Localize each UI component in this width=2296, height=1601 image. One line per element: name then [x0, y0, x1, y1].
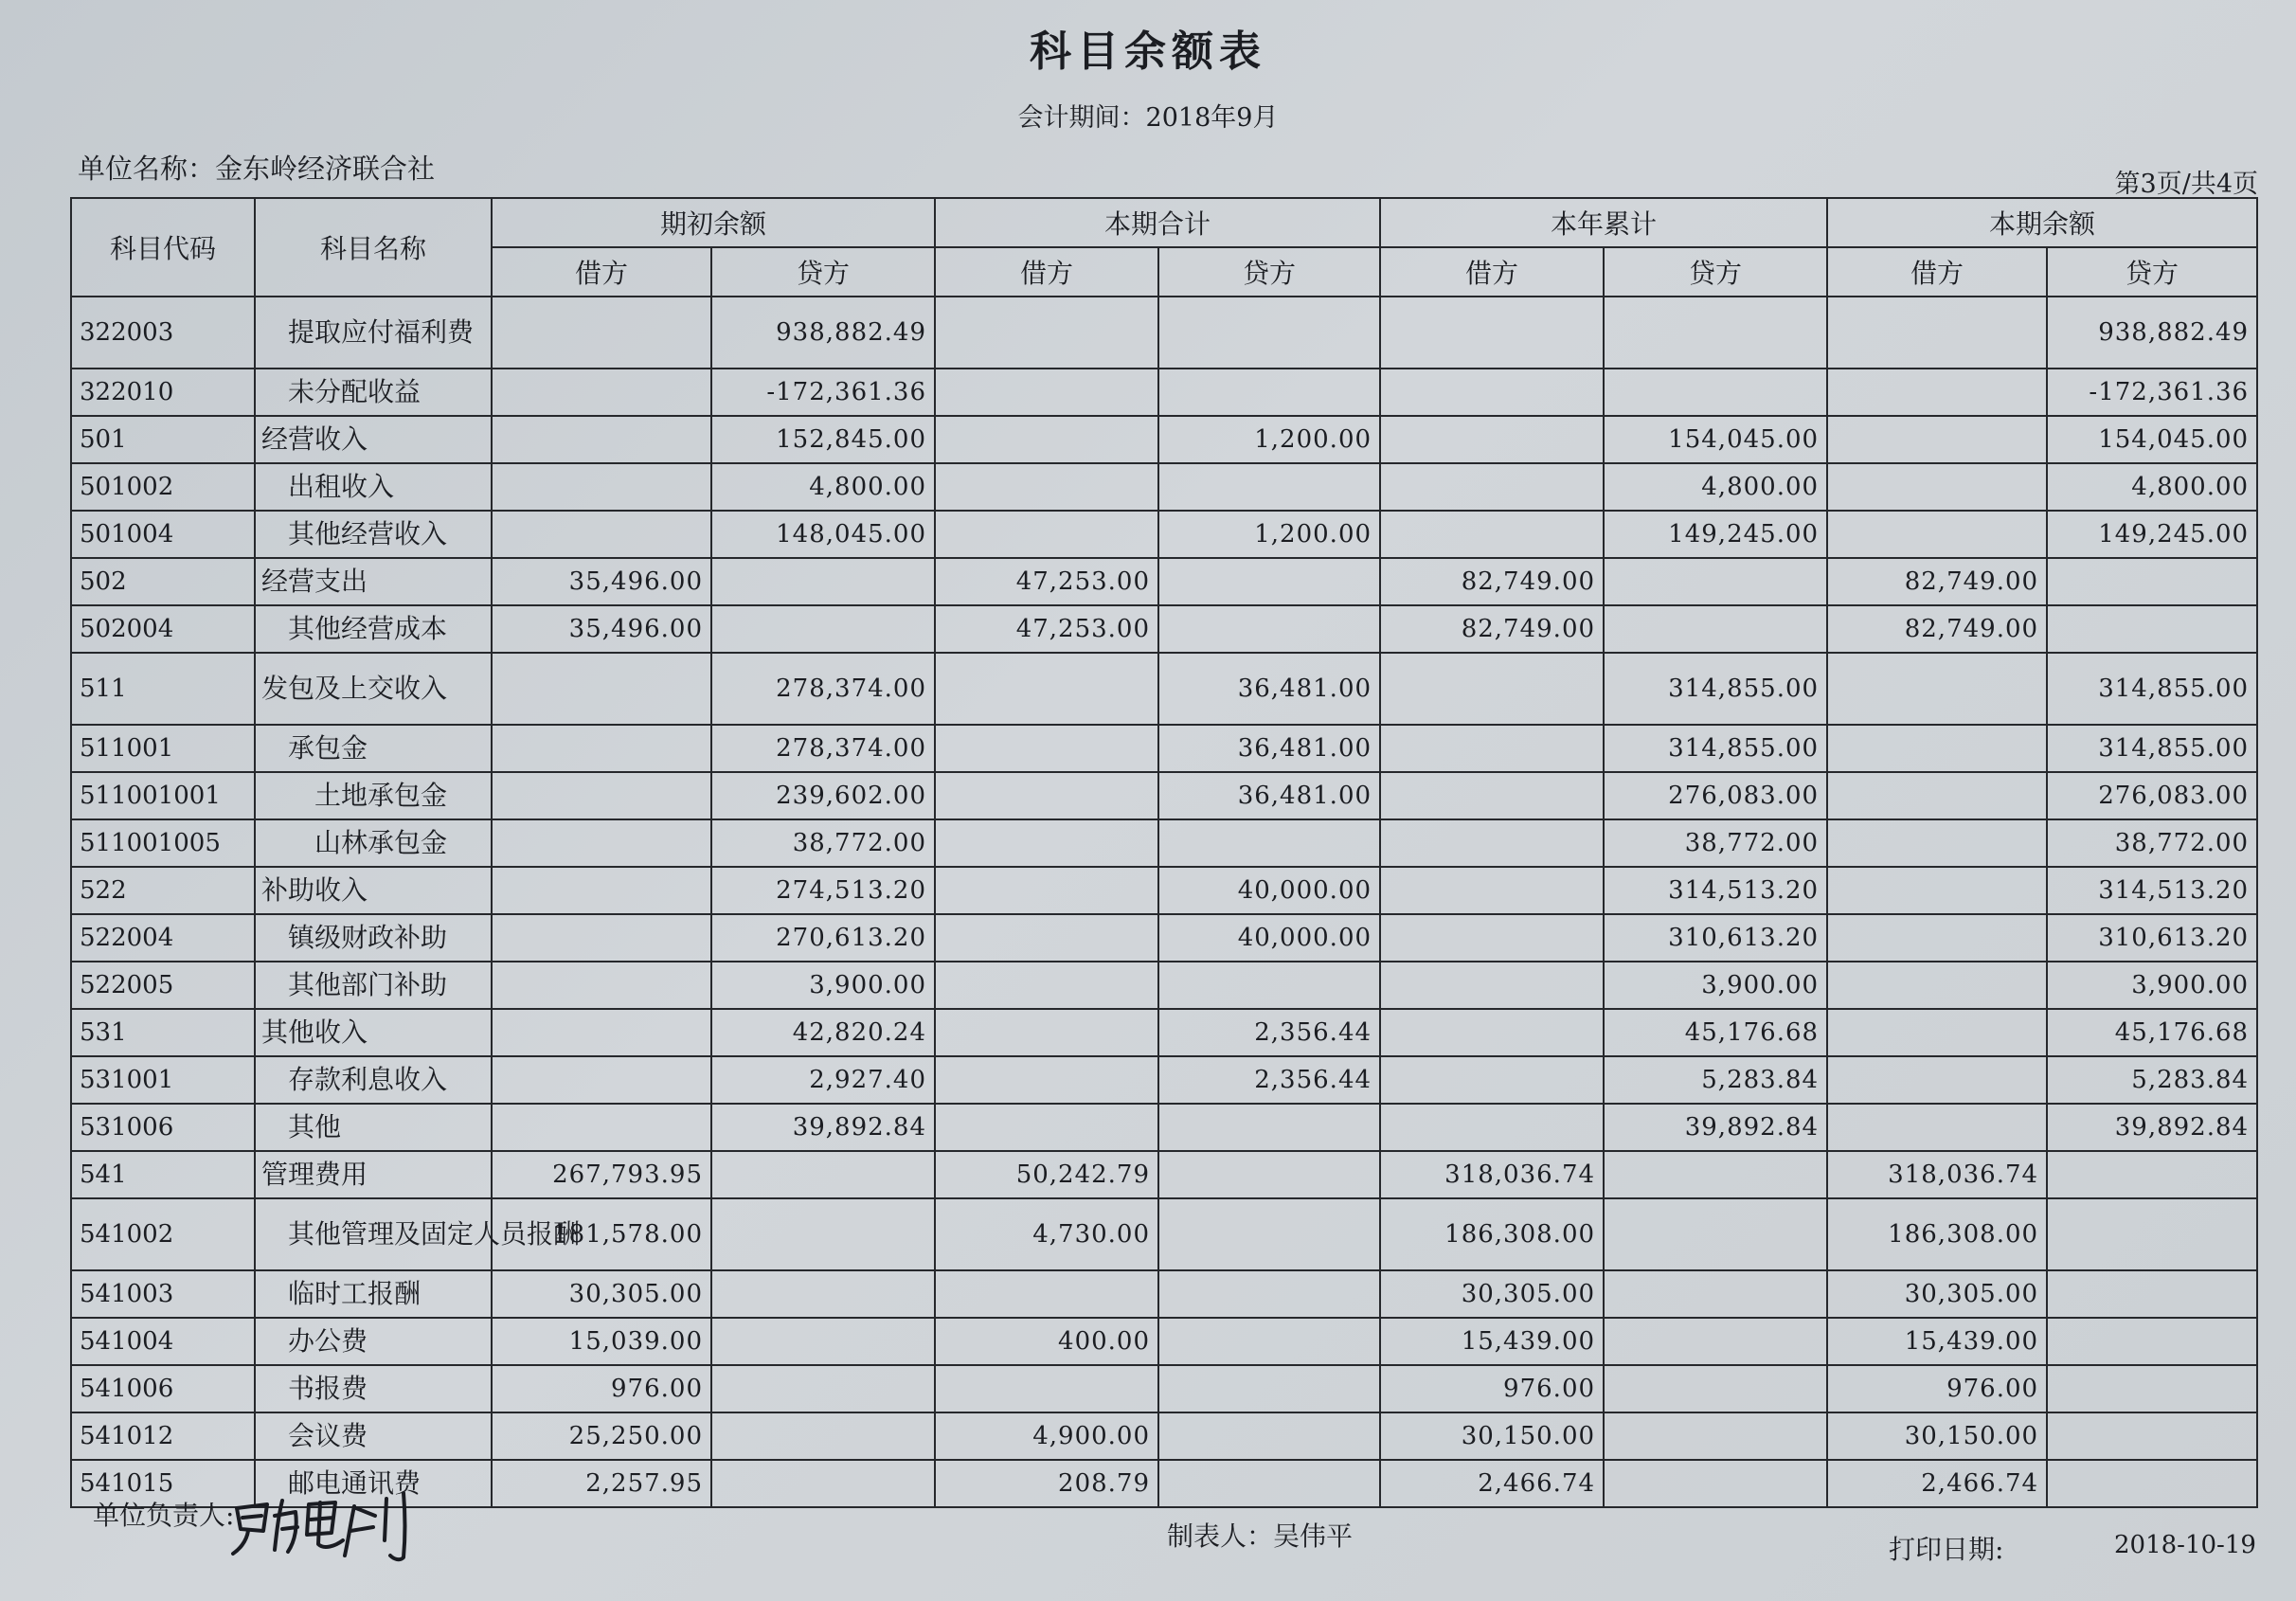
- current-credit-cell: [1158, 1270, 1380, 1318]
- current-debit-cell: [935, 1365, 1158, 1412]
- print-date-label: 打印日期:: [1889, 1534, 2004, 1565]
- opening-credit-cell: 278,374.00: [711, 725, 935, 772]
- table-row: [71, 867, 2257, 914]
- current-debit-cell: 50,242.79: [935, 1151, 1158, 1198]
- account-code-cell: 522004: [71, 914, 255, 962]
- col-code-header: 科目代码: [71, 198, 255, 297]
- closing-debit-cell: 82,749.00: [1827, 558, 2047, 605]
- opening-credit-cell: 274,513.20: [711, 867, 935, 914]
- ytd-credit-cell: 314,855.00: [1604, 653, 1827, 725]
- ytd-debit-cell: 82,749.00: [1380, 558, 1604, 605]
- opening-credit-cell: [711, 1270, 935, 1318]
- table-row: [71, 1104, 2257, 1151]
- account-code-cell: 531001: [71, 1056, 255, 1104]
- current-credit-cell: [1158, 1198, 1380, 1270]
- account-code-cell: 541006: [71, 1365, 255, 1412]
- current-debit-cell: [935, 1104, 1158, 1151]
- ytd-credit-cell: [1604, 1460, 1827, 1507]
- current-credit-cell: [1158, 1365, 1380, 1412]
- closing-debit-cell: [1827, 511, 2047, 558]
- account-name-cell: 管理费用: [255, 1151, 492, 1198]
- table-row: [71, 1009, 2257, 1056]
- account-code-cell: 511: [71, 653, 255, 725]
- print-date-value: 2018-10-19: [2114, 1531, 2256, 1559]
- closing-credit-cell: [2047, 1460, 2257, 1507]
- opening-credit-cell: [711, 1318, 935, 1365]
- ytd-credit-cell: [1604, 1318, 1827, 1365]
- opening-credit-cell: 38,772.00: [711, 819, 935, 867]
- closing-credit-cell: 154,045.00: [2047, 416, 2257, 463]
- closing-credit-cell: 314,855.00: [2047, 725, 2257, 772]
- current-debit-cell: [935, 416, 1158, 463]
- current-debit-cell: 400.00: [935, 1318, 1158, 1365]
- current-debit-cell: [935, 819, 1158, 867]
- current-debit-cell: 4,900.00: [935, 1412, 1158, 1460]
- closing-credit-cell: 149,245.00: [2047, 511, 2257, 558]
- account-code-cell: 522: [71, 867, 255, 914]
- account-name-cell: 经营支出: [255, 558, 492, 605]
- ytd-debit-cell: [1380, 1056, 1604, 1104]
- col-name-header: 科目名称: [255, 198, 492, 297]
- closing-credit-cell: 314,513.20: [2047, 867, 2257, 914]
- opening-debit-cell: [492, 511, 711, 558]
- table-row: [71, 463, 2257, 511]
- closing-credit-cell: 314,855.00: [2047, 653, 2257, 725]
- account-name-cell: 其他经营收入: [255, 511, 492, 558]
- current-debit-cell: [935, 725, 1158, 772]
- account-code-cell: 502: [71, 558, 255, 605]
- closing-debit-cell: 30,150.00: [1827, 1412, 2047, 1460]
- ytd-credit-cell: 39,892.84: [1604, 1104, 1827, 1151]
- ytd-credit-cell: 314,855.00: [1604, 725, 1827, 772]
- closing-credit-cell: [2047, 1151, 2257, 1198]
- account-code-cell: 541002: [71, 1198, 255, 1270]
- account-name-cell: 提取应付福利费: [255, 297, 492, 369]
- opening-credit-cell: 42,820.24: [711, 1009, 935, 1056]
- opening-credit-cell: [711, 1198, 935, 1270]
- table-row: [71, 297, 2257, 369]
- ytd-credit-cell: 154,045.00: [1604, 416, 1827, 463]
- ytd-debit-cell: [1380, 914, 1604, 962]
- table-row: [71, 1056, 2257, 1104]
- ytd-credit-cell: [1604, 1270, 1827, 1318]
- current-credit-cell: [1158, 1104, 1380, 1151]
- current-credit-cell: [1158, 819, 1380, 867]
- account-name-cell: 会议费: [255, 1412, 492, 1460]
- table-row: [71, 1198, 2257, 1270]
- closing-debit-header: 借方: [1827, 247, 2047, 297]
- current-debit-cell: [935, 962, 1158, 1009]
- account-code-cell: 541: [71, 1151, 255, 1198]
- opening-credit-cell: 152,845.00: [711, 416, 935, 463]
- account-code-cell: 501002: [71, 463, 255, 511]
- closing-debit-cell: [1827, 1009, 2047, 1056]
- opening-debit-cell: 35,496.00: [492, 605, 711, 653]
- ytd-debit-cell: 318,036.74: [1380, 1151, 1604, 1198]
- current-debit-cell: [935, 914, 1158, 962]
- account-code-cell: 511001005: [71, 819, 255, 867]
- closing-debit-cell: 976.00: [1827, 1365, 2047, 1412]
- opening-credit-cell: [711, 1412, 935, 1460]
- closing-credit-cell: -172,361.36: [2047, 369, 2257, 416]
- current-debit-cell: [935, 1009, 1158, 1056]
- table-row: [71, 369, 2257, 416]
- account-name-cell: 土地承包金: [255, 772, 492, 819]
- opening-debit-cell: [492, 1104, 711, 1151]
- closing-debit-cell: 2,466.74: [1827, 1460, 2047, 1507]
- current-credit-cell: [1158, 1460, 1380, 1507]
- table-row: [71, 1318, 2257, 1365]
- account-name-cell: 存款利息收入: [255, 1056, 492, 1104]
- ytd-debit-cell: 15,439.00: [1380, 1318, 1604, 1365]
- account-code-cell: 522005: [71, 962, 255, 1009]
- account-code-cell: 531006: [71, 1104, 255, 1151]
- opening-debit-cell: [492, 653, 711, 725]
- current-credit-cell: [1158, 1412, 1380, 1460]
- closing-debit-cell: 318,036.74: [1827, 1151, 2047, 1198]
- account-code-cell: 541015: [71, 1460, 255, 1507]
- table-row: [71, 819, 2257, 867]
- table-row: [71, 914, 2257, 962]
- ytd-credit-cell: 4,800.00: [1604, 463, 1827, 511]
- opening-credit-cell: 148,045.00: [711, 511, 935, 558]
- ytd-credit-header: 贷方: [1604, 247, 1827, 297]
- ytd-debit-cell: 82,749.00: [1380, 605, 1604, 653]
- ytd-debit-cell: [1380, 772, 1604, 819]
- ytd-credit-cell: [1604, 605, 1827, 653]
- current-credit-cell: 1,200.00: [1158, 511, 1380, 558]
- current-debit-cell: [935, 369, 1158, 416]
- opening-debit-cell: 976.00: [492, 1365, 711, 1412]
- opening-credit-cell: 4,800.00: [711, 463, 935, 511]
- opening-debit-cell: [492, 297, 711, 369]
- ytd-debit-cell: [1380, 416, 1604, 463]
- closing-credit-cell: 938,882.49: [2047, 297, 2257, 369]
- current-credit-cell: 1,200.00: [1158, 416, 1380, 463]
- col-ytd-header: 本年累计: [1380, 198, 1827, 247]
- closing-debit-cell: [1827, 1104, 2047, 1151]
- opening-credit-cell: [711, 1151, 935, 1198]
- ytd-credit-cell: [1604, 1198, 1827, 1270]
- ytd-credit-cell: [1604, 1365, 1827, 1412]
- account-name-cell: 发包及上交收入: [255, 653, 492, 725]
- closing-credit-cell: [2047, 1412, 2257, 1460]
- account-name-cell: 出租收入: [255, 463, 492, 511]
- opening-credit-cell: [711, 1365, 935, 1412]
- closing-debit-cell: [1827, 1056, 2047, 1104]
- opening-debit-cell: [492, 772, 711, 819]
- opening-debit-cell: [492, 725, 711, 772]
- closing-debit-cell: [1827, 297, 2047, 369]
- ytd-debit-cell: [1380, 1104, 1604, 1151]
- ytd-debit-cell: [1380, 369, 1604, 416]
- table-row: [71, 962, 2257, 1009]
- ytd-debit-cell: 30,305.00: [1380, 1270, 1604, 1318]
- opening-debit-cell: 181,578.00: [492, 1198, 711, 1270]
- closing-debit-cell: [1827, 867, 2047, 914]
- ytd-credit-cell: 314,513.20: [1604, 867, 1827, 914]
- closing-debit-cell: 186,308.00: [1827, 1198, 2047, 1270]
- opening-debit-cell: [492, 867, 711, 914]
- current-credit-cell: [1158, 1151, 1380, 1198]
- ytd-credit-cell: 38,772.00: [1604, 819, 1827, 867]
- opening-credit-cell: [711, 605, 935, 653]
- opening-credit-cell: 278,374.00: [711, 653, 935, 725]
- account-name-cell: 补助收入: [255, 867, 492, 914]
- closing-credit-cell: 39,892.84: [2047, 1104, 2257, 1151]
- closing-debit-cell: [1827, 772, 2047, 819]
- account-name-cell: 未分配收益: [255, 369, 492, 416]
- current-debit-cell: [935, 297, 1158, 369]
- current-debit-cell: [935, 867, 1158, 914]
- ytd-debit-header: 借方: [1380, 247, 1604, 297]
- closing-credit-cell: 4,800.00: [2047, 463, 2257, 511]
- current-credit-cell: 2,356.44: [1158, 1009, 1380, 1056]
- opening-credit-header: 贷方: [711, 247, 935, 297]
- account-name-cell: 其他: [255, 1104, 492, 1151]
- unit-name: 单位名称：金东岭经济联合社: [78, 153, 436, 185]
- opening-debit-cell: [492, 463, 711, 511]
- table-row: [71, 1412, 2257, 1460]
- ytd-debit-cell: [1380, 463, 1604, 511]
- closing-credit-cell: 276,083.00: [2047, 772, 2257, 819]
- closing-debit-cell: [1827, 819, 2047, 867]
- current-credit-cell: [1158, 558, 1380, 605]
- ytd-credit-cell: [1604, 369, 1827, 416]
- page-number: 第3页/共4页: [2114, 170, 2258, 199]
- current-credit-header: 贷方: [1158, 247, 1380, 297]
- closing-credit-cell: 5,283.84: [2047, 1056, 2257, 1104]
- current-debit-cell: 208.79: [935, 1460, 1158, 1507]
- current-credit-cell: [1158, 369, 1380, 416]
- account-code-cell: 322003: [71, 297, 255, 369]
- ytd-credit-cell: 45,176.68: [1604, 1009, 1827, 1056]
- ytd-debit-cell: [1380, 725, 1604, 772]
- account-code-cell: 531: [71, 1009, 255, 1056]
- account-code-cell: 501004: [71, 511, 255, 558]
- closing-debit-cell: [1827, 463, 2047, 511]
- ytd-debit-cell: 186,308.00: [1380, 1198, 1604, 1270]
- account-name-cell: 邮电通讯费: [255, 1460, 492, 1507]
- closing-debit-cell: [1827, 369, 2047, 416]
- opening-credit-cell: 39,892.84: [711, 1104, 935, 1151]
- ytd-debit-cell: 976.00: [1380, 1365, 1604, 1412]
- account-name-cell: 经营收入: [255, 416, 492, 463]
- account-name-cell: 镇级财政补助: [255, 914, 492, 962]
- account-code-cell: 541012: [71, 1412, 255, 1460]
- account-code-cell: 511001: [71, 725, 255, 772]
- closing-credit-cell: 310,613.20: [2047, 914, 2257, 962]
- current-credit-cell: 40,000.00: [1158, 914, 1380, 962]
- closing-credit-header: 贷方: [2047, 247, 2257, 297]
- account-name-cell: 其他经营成本: [255, 605, 492, 653]
- opening-credit-cell: 270,613.20: [711, 914, 935, 962]
- table-row: [71, 416, 2257, 463]
- opening-debit-cell: 15,039.00: [492, 1318, 711, 1365]
- prepared-by: 制表人：吴伟平: [1167, 1520, 1354, 1552]
- opening-debit-header: 借方: [492, 247, 711, 297]
- account-name-cell: 临时工报酬: [255, 1270, 492, 1318]
- opening-credit-cell: [711, 558, 935, 605]
- account-name-cell: 承包金: [255, 725, 492, 772]
- ytd-credit-cell: 310,613.20: [1604, 914, 1827, 962]
- ytd-debit-cell: [1380, 819, 1604, 867]
- opening-debit-cell: [492, 962, 711, 1009]
- opening-debit-cell: [492, 914, 711, 962]
- ytd-debit-cell: [1380, 653, 1604, 725]
- opening-debit-cell: [492, 1056, 711, 1104]
- table-header: [71, 198, 2257, 297]
- opening-debit-cell: [492, 416, 711, 463]
- current-debit-cell: 47,253.00: [935, 558, 1158, 605]
- ytd-debit-cell: [1380, 1009, 1604, 1056]
- current-debit-cell: [935, 463, 1158, 511]
- closing-debit-cell: [1827, 725, 2047, 772]
- table-row: [71, 725, 2257, 772]
- closing-debit-cell: 30,305.00: [1827, 1270, 2047, 1318]
- closing-debit-cell: 15,439.00: [1827, 1318, 2047, 1365]
- current-credit-cell: [1158, 605, 1380, 653]
- current-debit-cell: 47,253.00: [935, 605, 1158, 653]
- table-row: [71, 653, 2257, 725]
- current-credit-cell: 2,356.44: [1158, 1056, 1380, 1104]
- closing-credit-cell: [2047, 1270, 2257, 1318]
- ytd-debit-cell: [1380, 867, 1604, 914]
- table-row: [71, 558, 2257, 605]
- opening-debit-cell: 2,257.95: [492, 1460, 711, 1507]
- ytd-credit-cell: [1604, 1151, 1827, 1198]
- closing-credit-cell: 3,900.00: [2047, 962, 2257, 1009]
- account-name-cell: 山林承包金: [255, 819, 492, 867]
- unit-head-label: 单位负责人:: [93, 1500, 235, 1531]
- account-name-cell: 其他部门补助: [255, 962, 492, 1009]
- opening-credit-cell: 239,602.00: [711, 772, 935, 819]
- closing-credit-cell: [2047, 1365, 2257, 1412]
- account-code-cell: 322010: [71, 369, 255, 416]
- current-debit-cell: 4,730.00: [935, 1198, 1158, 1270]
- page-title: 科目余额表: [1030, 27, 1266, 76]
- closing-credit-cell: [2047, 558, 2257, 605]
- current-credit-cell: 40,000.00: [1158, 867, 1380, 914]
- closing-debit-cell: [1827, 962, 2047, 1009]
- table-row: [71, 605, 2257, 653]
- balance-table: [70, 197, 2258, 1508]
- opening-credit-cell: [711, 1460, 935, 1507]
- current-credit-cell: 36,481.00: [1158, 653, 1380, 725]
- accounting-period: 会计期间：2018年9月: [1017, 103, 1279, 133]
- opening-debit-cell: 25,250.00: [492, 1412, 711, 1460]
- col-current-header: 本期合计: [935, 198, 1380, 247]
- account-code-cell: 511001001: [71, 772, 255, 819]
- closing-debit-cell: [1827, 653, 2047, 725]
- ytd-credit-cell: [1604, 297, 1827, 369]
- closing-credit-cell: 45,176.68: [2047, 1009, 2257, 1056]
- current-credit-cell: [1158, 962, 1380, 1009]
- opening-debit-cell: [492, 819, 711, 867]
- closing-credit-cell: 38,772.00: [2047, 819, 2257, 867]
- opening-credit-cell: 938,882.49: [711, 297, 935, 369]
- ytd-debit-cell: [1380, 297, 1604, 369]
- opening-debit-cell: 267,793.95: [492, 1151, 711, 1198]
- account-code-cell: 541003: [71, 1270, 255, 1318]
- closing-credit-cell: [2047, 1318, 2257, 1365]
- account-name-cell: 其他收入: [255, 1009, 492, 1056]
- closing-debit-cell: [1827, 914, 2047, 962]
- account-name-cell: 书报费: [255, 1365, 492, 1412]
- opening-credit-cell: 3,900.00: [711, 962, 935, 1009]
- account-name-cell: 其他管理及固定人员报酬: [255, 1198, 492, 1270]
- col-closing-header: 本期余额: [1827, 198, 2257, 247]
- current-credit-cell: [1158, 1318, 1380, 1365]
- ytd-debit-cell: [1380, 962, 1604, 1009]
- closing-debit-cell: 82,749.00: [1827, 605, 2047, 653]
- table-body: [71, 297, 2257, 1507]
- ytd-credit-cell: 5,283.84: [1604, 1056, 1827, 1104]
- ytd-credit-cell: [1604, 558, 1827, 605]
- ytd-credit-cell: 3,900.00: [1604, 962, 1827, 1009]
- handwritten-signature: [229, 1487, 428, 1563]
- closing-debit-cell: [1827, 416, 2047, 463]
- ytd-credit-cell: 149,245.00: [1604, 511, 1827, 558]
- closing-credit-cell: [2047, 605, 2257, 653]
- ytd-debit-cell: [1380, 511, 1604, 558]
- col-opening-header: 期初余额: [492, 198, 935, 247]
- ytd-credit-cell: 276,083.00: [1604, 772, 1827, 819]
- account-code-cell: 502004: [71, 605, 255, 653]
- account-name-cell: 办公费: [255, 1318, 492, 1365]
- current-debit-cell: [935, 511, 1158, 558]
- table-row: [71, 1151, 2257, 1198]
- account-code-cell: 541004: [71, 1318, 255, 1365]
- current-debit-cell: [935, 772, 1158, 819]
- ytd-debit-cell: 2,466.74: [1380, 1460, 1604, 1507]
- opening-debit-cell: [492, 1009, 711, 1056]
- current-debit-cell: [935, 653, 1158, 725]
- opening-debit-cell: 30,305.00: [492, 1270, 711, 1318]
- current-credit-cell: 36,481.00: [1158, 725, 1380, 772]
- current-credit-cell: [1158, 297, 1380, 369]
- ytd-credit-cell: [1604, 1412, 1827, 1460]
- table-row: [71, 511, 2257, 558]
- ytd-debit-cell: 30,150.00: [1380, 1412, 1604, 1460]
- current-credit-cell: 36,481.00: [1158, 772, 1380, 819]
- table-row: [71, 1365, 2257, 1412]
- current-debit-cell: [935, 1270, 1158, 1318]
- opening-credit-cell: 2,927.40: [711, 1056, 935, 1104]
- table-row: [71, 1270, 2257, 1318]
- opening-credit-cell: -172,361.36: [711, 369, 935, 416]
- current-debit-cell: [935, 1056, 1158, 1104]
- account-code-cell: 501: [71, 416, 255, 463]
- opening-debit-cell: [492, 369, 711, 416]
- table-row: [71, 772, 2257, 819]
- current-debit-header: 借方: [935, 247, 1158, 297]
- closing-credit-cell: [2047, 1198, 2257, 1270]
- current-credit-cell: [1158, 463, 1380, 511]
- opening-debit-cell: 35,496.00: [492, 558, 711, 605]
